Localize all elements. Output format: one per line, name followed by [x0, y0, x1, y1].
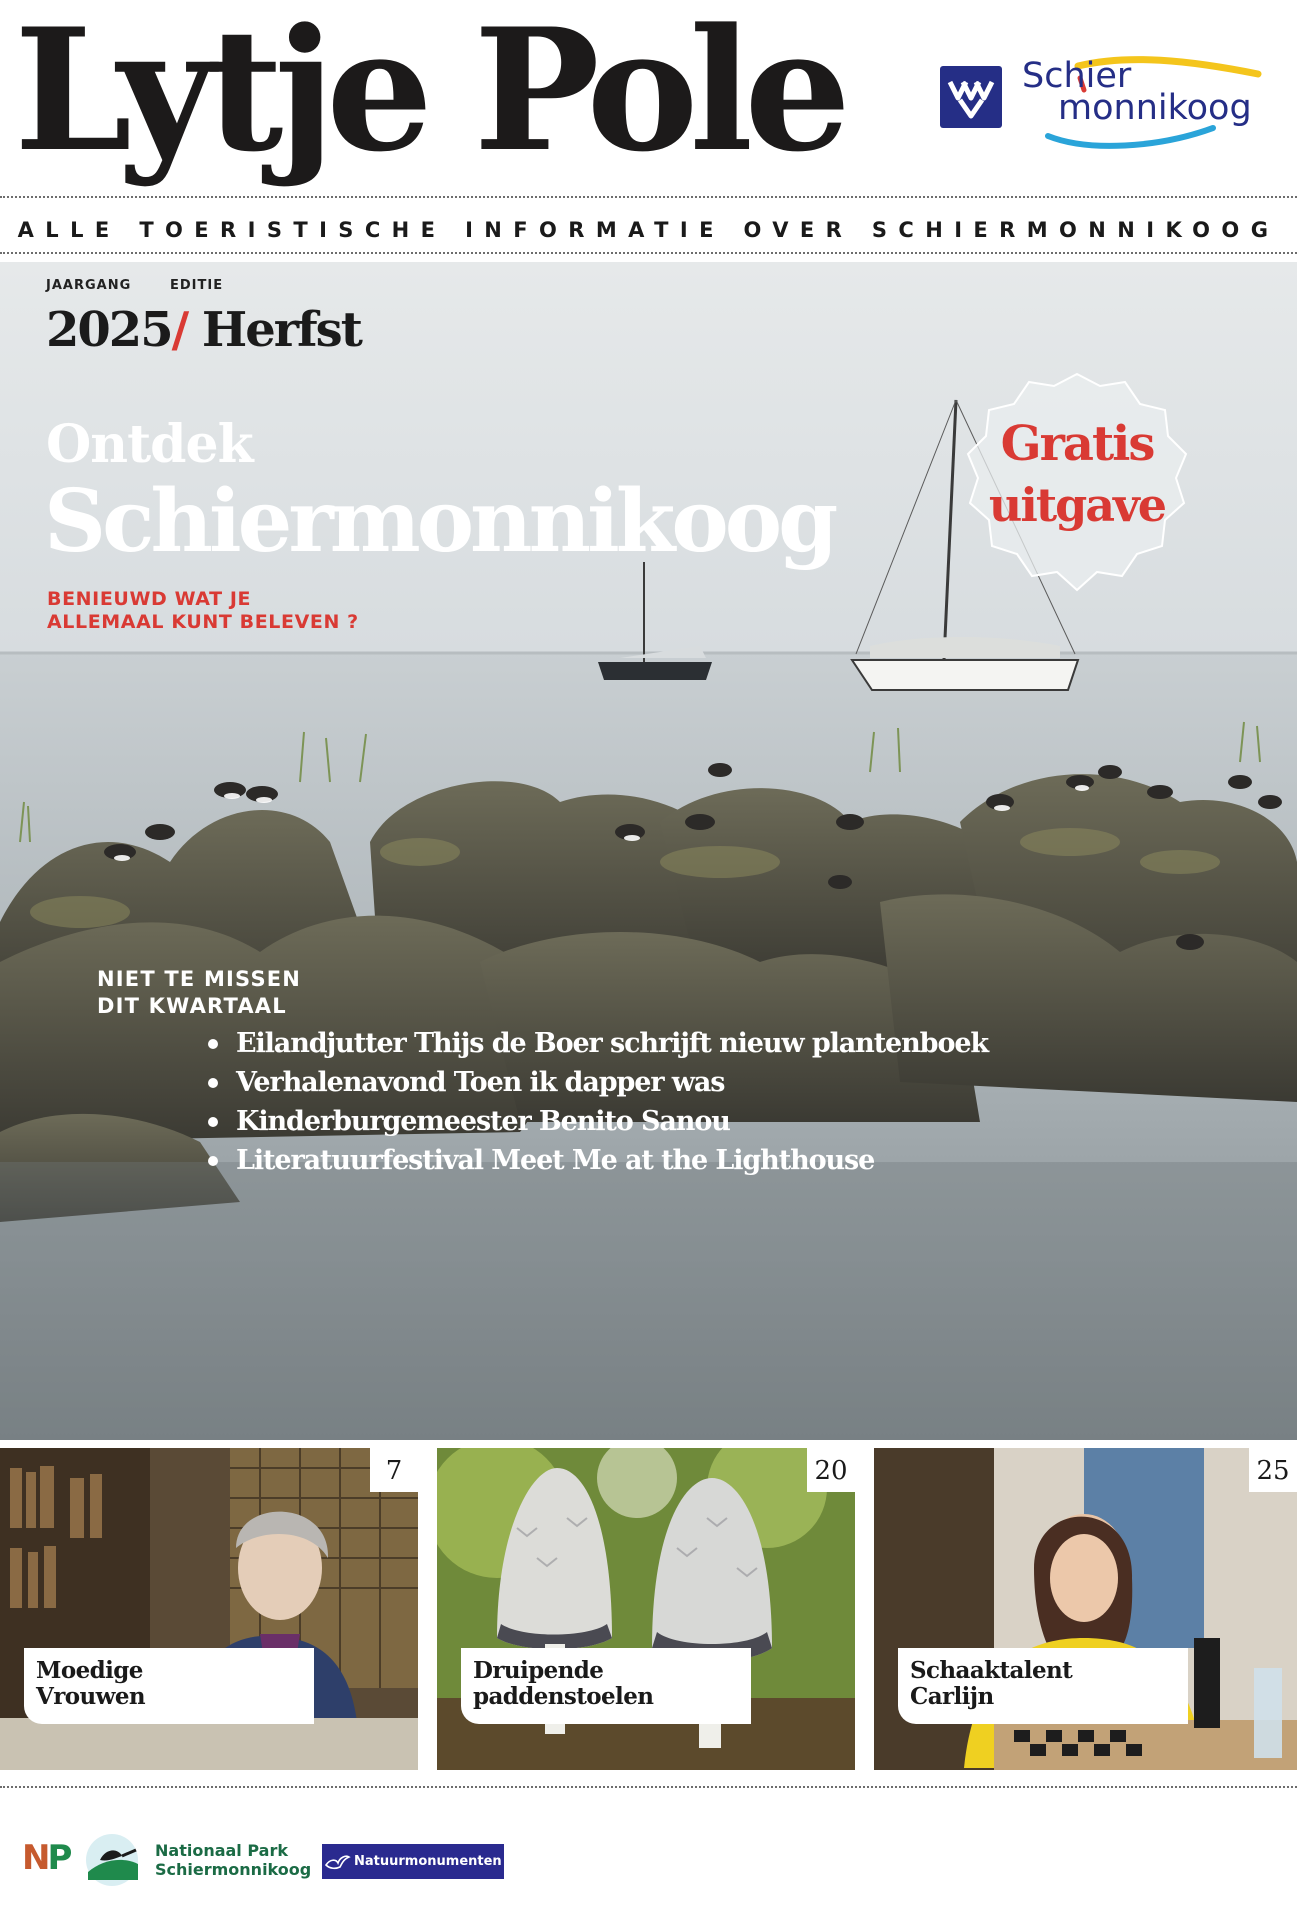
bird-in-flight-icon	[322, 1847, 352, 1877]
spoonbill-bird-icon	[82, 1830, 142, 1890]
newspaper-title: Lytje Pole	[14, 0, 843, 189]
edition-title	[46, 302, 361, 360]
masthead	[0, 0, 1297, 200]
teaser-title: Moedige Vrouwen	[24, 1648, 314, 1724]
schiermonnikoog-logo	[1018, 56, 1268, 156]
divider-above-footer	[0, 1786, 1297, 1788]
subline-line-2: ALLEMAAL KUNT BELEVEN ?	[47, 611, 359, 633]
headline-small: Ontdek	[46, 414, 253, 475]
highlight-item: Literatuurfestival Meet Me at the Lighthouse	[208, 1141, 988, 1180]
bullet-icon	[208, 1117, 218, 1127]
editie-label: EDITIE	[170, 278, 224, 293]
vvv-logo-icon	[940, 66, 1002, 128]
page-number: 20	[807, 1448, 855, 1492]
teaser-title: Schaaktalent Carlijn	[898, 1648, 1188, 1724]
highlights-heading-line-1: NIET TE MISSEN	[97, 967, 302, 991]
np-name: Nationaal Park Schiermonnikoog	[155, 1841, 312, 1879]
natuurmonumenten-logo: Natuurmonumenten	[322, 1844, 504, 1879]
divider-top	[0, 196, 1297, 198]
teaser-schaaktalent-carlijn[interactable]	[874, 1448, 1297, 1770]
headline-large: Schiermonnikoog	[44, 471, 835, 572]
edition-slash: /	[171, 302, 188, 358]
jaargang-label: JAARGANG	[46, 278, 132, 293]
subline	[47, 588, 359, 634]
badge-line-1: Gratis	[1000, 416, 1154, 472]
footer-sponsors	[0, 1800, 1297, 1920]
logo-text-monnikoog: monnikoog	[1058, 88, 1252, 128]
subline-line-1: BENIEUWD WAT JE	[47, 588, 252, 610]
highlights-heading-line-2: DIT KWARTAAL	[97, 994, 287, 1018]
edition-year: 2025	[46, 302, 172, 358]
highlight-item: Kinderburgemeester Benito Sanou	[208, 1102, 988, 1141]
highlights-heading	[97, 966, 301, 1020]
page-number: 7	[370, 1448, 418, 1492]
highlight-item: Verhalenavond Toen ik dapper was	[208, 1063, 988, 1102]
hero-cover	[0, 262, 1297, 1440]
divider-under-tagline	[0, 252, 1297, 254]
bullet-icon	[208, 1078, 218, 1088]
np-logo: NP	[22, 1838, 70, 1878]
teaser-moedige-vrouwen[interactable]	[0, 1448, 418, 1770]
edition-season: Herfst	[201, 302, 361, 358]
tagline: ALLE TOERISTISCHE INFORMATIE OVER SCHIERMONNIKOOG	[17, 218, 1280, 242]
highlight-item: Eilandjutter Thijs de Boer schrijft nieuw plantenboek	[208, 1024, 988, 1063]
free-edition-badge	[962, 368, 1192, 596]
bullet-icon	[208, 1156, 218, 1166]
bullet-icon	[208, 1039, 218, 1049]
teaser-druipende-paddenstoelen[interactable]	[437, 1448, 855, 1770]
badge-line-2: uitgave	[988, 478, 1166, 532]
page-number: 25	[1249, 1448, 1297, 1492]
teaser-title: Druipende paddenstoelen	[461, 1648, 751, 1724]
logo-text-schier: Schier	[1022, 56, 1132, 96]
highlights-list	[208, 1024, 988, 1180]
